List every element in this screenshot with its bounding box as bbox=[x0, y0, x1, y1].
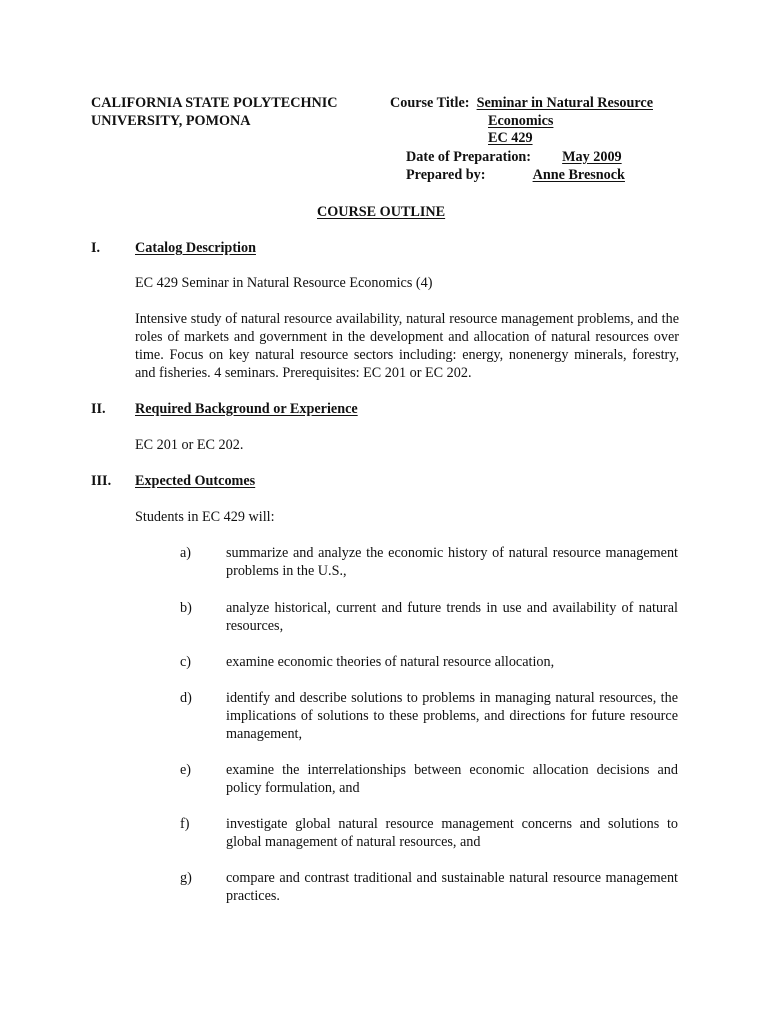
list-item: compare and contrast traditional and sustainable natural resource management practices. bbox=[226, 870, 678, 904]
list-item: analyze historical, current and future trends in use and availability of natural resources, bbox=[226, 600, 678, 634]
prepared-by-row bbox=[406, 166, 625, 184]
course-title-label: Course Title: bbox=[390, 95, 470, 111]
course-code: EC 429 bbox=[488, 130, 533, 146]
section-heading: Expected Outcomes bbox=[135, 473, 256, 489]
course-title-continued: Economics bbox=[488, 113, 554, 129]
list-item-letter: a) bbox=[180, 545, 192, 561]
list-item-letter: d) bbox=[180, 690, 192, 706]
list-item: examine economic theories of natural resource allocation, bbox=[226, 654, 555, 670]
page-title: COURSE OUTLINE bbox=[317, 204, 446, 220]
institution-line-2: UNIVERSITY, POMONA bbox=[91, 113, 251, 129]
date-label: Date of Preparation: bbox=[406, 149, 532, 165]
list-item: summarize and analyze the economic history of natural resource management problems in the U.S., bbox=[226, 545, 678, 579]
section-numeral: I. bbox=[91, 240, 101, 256]
date-value: May 2009 bbox=[562, 149, 622, 165]
list-item-letter: b) bbox=[180, 600, 192, 616]
catalog-paragraph: Intensive study of natural resource availability, natural resource management problems, and the roles of markets and government in the development and allocation of natural resources over time. Focus on key natural resource sectors including: energy, nonenergy minerals, forestry, and fisheries. 4 seminars. Prerequisites: EC 201 or EC 202. bbox=[135, 311, 679, 381]
list-item: examine the interrelationships between economic allocation decisions and policy formulation, and bbox=[226, 762, 678, 796]
list-item: identify and describe solutions to problems in managing natural resources, the implications of solutions to these problems, and directions for future resource management, bbox=[226, 690, 678, 742]
background-line: EC 201 or EC 202. bbox=[135, 437, 244, 453]
course-title-value: Seminar in Natural Resource bbox=[476, 95, 653, 111]
list-item: investigate global natural resource management concerns and solutions to global management of natural resources, and bbox=[226, 816, 678, 850]
catalog-line: EC 429 Seminar in Natural Resource Economics (4) bbox=[135, 275, 433, 291]
list-item-letter: g) bbox=[180, 870, 192, 886]
prepared-value: Anne Bresnock bbox=[532, 167, 625, 183]
prepared-label: Prepared by: bbox=[406, 167, 486, 183]
section-heading: Catalog Description bbox=[135, 240, 256, 256]
section-numeral: II. bbox=[91, 401, 106, 417]
list-item-letter: f) bbox=[180, 816, 190, 832]
list-item-letter: e) bbox=[180, 762, 192, 778]
date-of-preparation-row bbox=[406, 148, 622, 166]
section-heading: Required Background or Experience bbox=[135, 401, 358, 417]
list-item-letter: c) bbox=[180, 654, 192, 670]
institution-line-1: CALIFORNIA STATE POLYTECHNIC bbox=[91, 95, 338, 111]
section-numeral: III. bbox=[91, 473, 112, 489]
outcomes-intro: Students in EC 429 will: bbox=[135, 509, 275, 525]
course-title-row bbox=[390, 94, 653, 112]
